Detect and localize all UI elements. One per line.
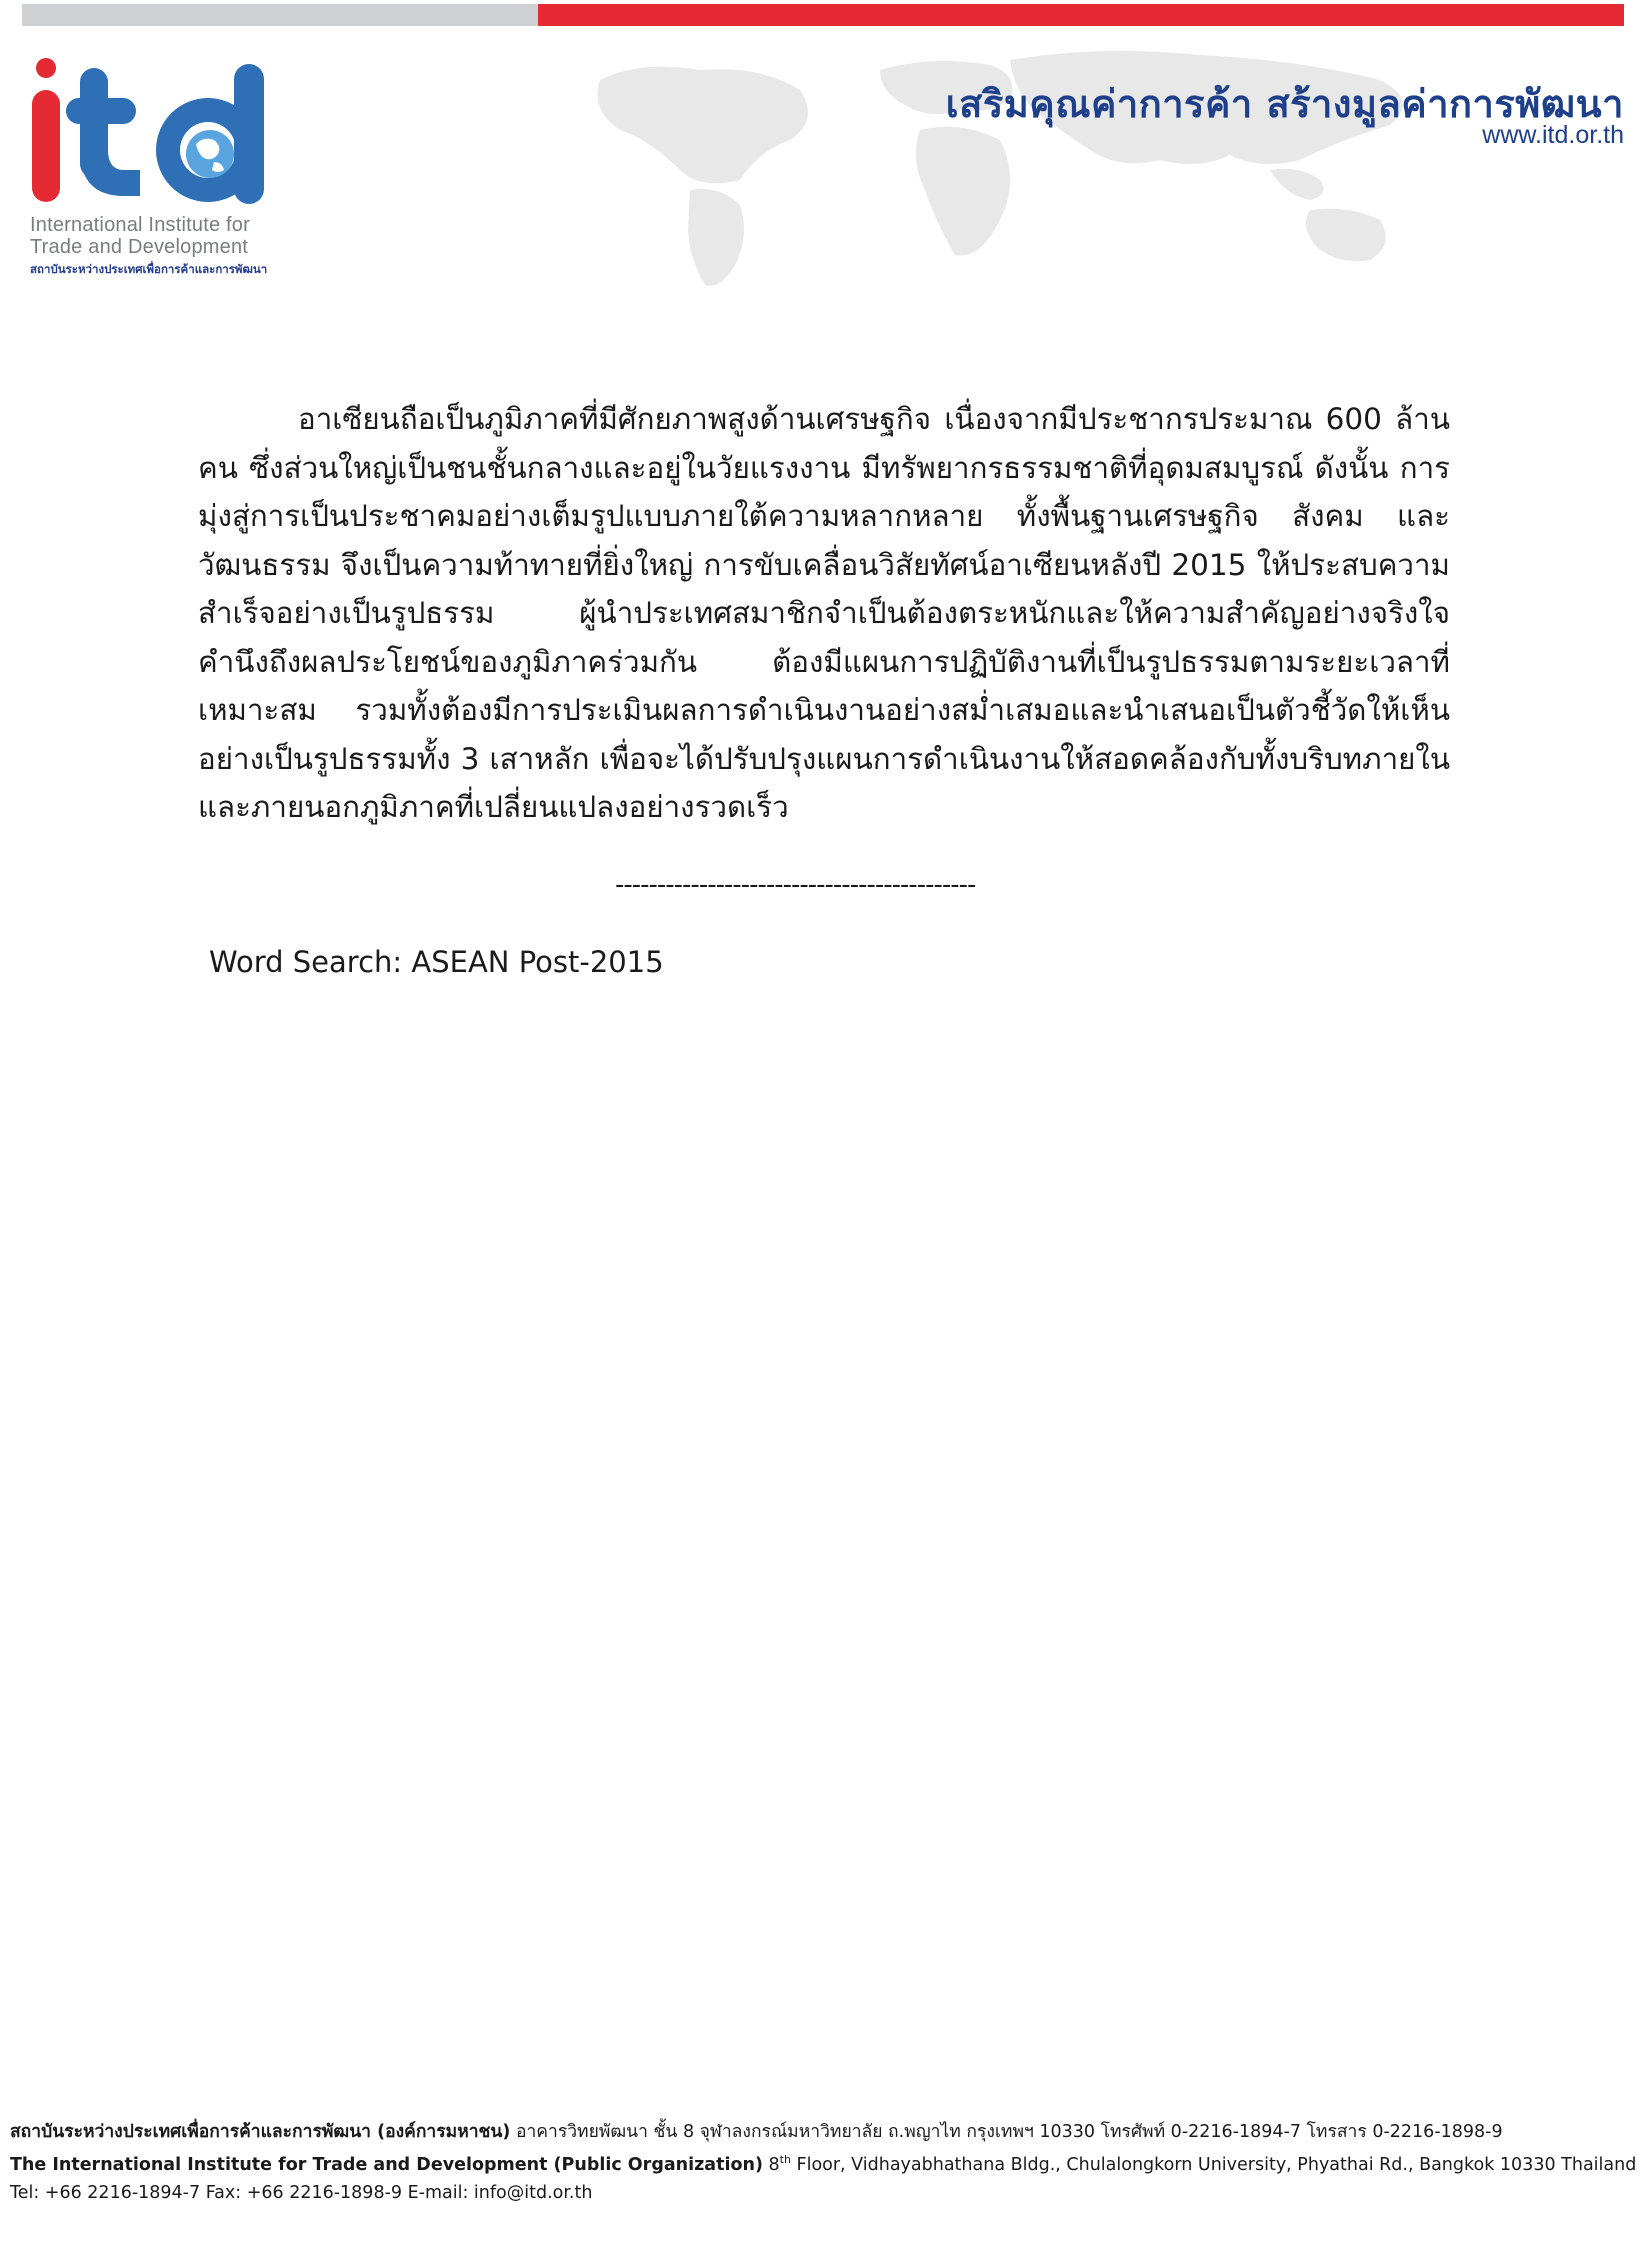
- body-paragraph: อาเซียนถือเป็นภูมิภาคที่มีศักยภาพสูงด้านเศรษฐกิจ เนื่องจากมีประชากรประมาณ 600 ล้านคน ซึ่งส่วนใหญ่เป็นชนชั้นกลางและอยู่ในวัยแรงงาน มีทรัพยากรธรรมชาติที่อุดมสมบูรณ์ ดังนั้น การมุ่งสู่การเป็นประชาคมอย่างเต็มรูปแบบภายใต้ความหลากหลาย ทั้งพื้นฐานเศรษฐกิจ สังคม และวัฒนธรรม จึงเป็นความท้าทายที่ยิ่งใหญ่ การขับเคลื่อนวิสัยทัศน์อาเซียนหลังปี 2015 ให้ประสบความสำเร็จอย่างเป็นรูปธรรม ผู้นำประเทศสมาชิกจำเป็นต้องตระหนักและให้ความสำคัญอย่างจริงใจ คำนึงถึงผลประโยชน์ของภูมิภาคร่วมกัน ต้องมีแผนการปฏิบัติงานที่เป็นรูปธรรมตามระยะเวลาที่เหมาะสม รวมทั้งต้องมีการประเมินผลการดำเนินงานอย่างสม่ำเสมอและนำเสนอเป็นตัวชี้วัดให้เห็นอย่างเป็นรูปธรรมทั้ง 3 เสาหลัก เพื่อจะได้ปรับปรุงแผนการดำเนินงานให้สอดคล้องกับทั้งบริบทภายในและภายนอกภูมิภาคที่เปลี่ยนแปลงอย่างรวดเร็ว: [198, 402, 1450, 824]
- itd-logo-mark-icon: [28, 58, 288, 218]
- header-slogan: เสริมคุณค่าการค้า สร้างมูลค่าการพัฒนา: [945, 82, 1624, 126]
- footer-org-name-english: The International Institute for Trade and Development (Public Organization): [10, 2154, 763, 2175]
- footer-floor: 8: [762, 2154, 780, 2175]
- footer-address-english: Floor, Vidhayabhathana Bldg., Chulalongkorn University, Phyathai Rd., Bangkok 10330 Thailand: [790, 2154, 1637, 2175]
- footer: [10, 2118, 1640, 2207]
- footer-line-thai: [10, 2118, 1640, 2146]
- itd-logo: [28, 58, 288, 278]
- footer-address-thai: อาคารวิทยพัฒนา ชั้น 8 จุฬาลงกรณ์มหาวิทยาลัย ถ.พญาไท กรุงเทพฯ 10330 โทรศัพท์ 0-2216-1894-7 โทรสาร 0-2216-1898-9: [510, 2122, 1503, 2142]
- footer-contact: Tel: +66 2216-1894-7 Fax: +66 2216-1898-9 E-mail: info@itd.or.th: [10, 2182, 593, 2203]
- logo-institute-name: International Institute for Trade and Development: [30, 214, 250, 258]
- footer-floor-suffix: th: [779, 2153, 791, 2166]
- main-content: [198, 395, 1450, 832]
- section-heading: Word Search: ASEAN Post-2015: [209, 945, 664, 979]
- logo-institute-name-thai: สถาบันระหว่างประเทศเพื่อการค้าและการพัฒนา: [30, 262, 268, 276]
- footer-line-english: [10, 2146, 1640, 2179]
- footer-org-name-thai: สถาบันระหว่างประเทศเพื่อการค้าและการพัฒนา (องค์การมหาชน): [10, 2122, 511, 2142]
- header-website: www.itd.or.th: [1482, 121, 1624, 149]
- section-separator: -------------------------------------------: [615, 870, 976, 900]
